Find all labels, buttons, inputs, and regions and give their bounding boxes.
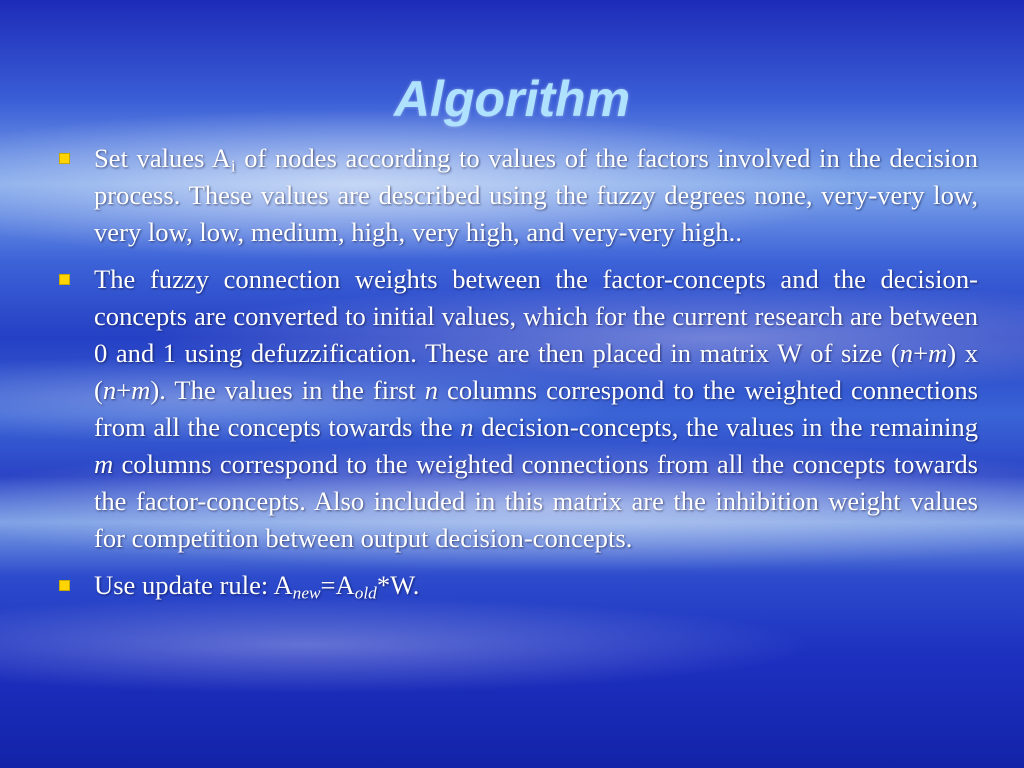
bullet-text: of nodes according to values of the factors involved in the decision process. These values are described using the fuzzy degrees none, very-very low, very low, low, medium, high, very high, and very-very high..: [94, 143, 978, 247]
bullet-text: columns correspond to the weighted connections from all the concepts towards the factor-concepts. Also included in this matrix are the inhibition weight values for competition between output decision-concepts.: [94, 449, 978, 553]
bullet-text: Set values A: [94, 143, 231, 173]
bullet-text: +: [116, 375, 132, 405]
math-variable: n: [102, 375, 117, 405]
bullet-text: =A: [320, 570, 355, 600]
bullet-text: columns correspond to the weighted connections from all the concepts towards the: [94, 375, 978, 442]
square-bullet-icon: [59, 274, 70, 285]
subscript-variable: old: [354, 583, 377, 603]
slide-title: Algorithm: [393, 71, 631, 127]
bullet-text: *W.: [376, 570, 420, 600]
math-variable: n: [424, 375, 439, 405]
bullet-text: The fuzzy connection weights between the factor-concepts and the decision-concepts are converted to initial values, which for the current research are between 0 and 1 using defuzzification. These are then placed in matrix W of size (: [94, 264, 978, 368]
bullet-text: ) x (: [94, 338, 978, 405]
bullet-text: decision-concepts, the values in the remaining: [473, 412, 978, 442]
math-variable: m: [928, 338, 948, 368]
bullet-item: [54, 261, 978, 557]
square-bullet-icon: [59, 153, 70, 164]
bullet-text: Use update rule: A: [94, 570, 293, 600]
math-variable: m: [94, 449, 114, 479]
bullet-list: [54, 140, 978, 614]
subscript: [293, 583, 321, 602]
subscript-variable: new: [292, 583, 321, 603]
math-variable: n: [899, 338, 914, 368]
bullet-item: [54, 567, 978, 604]
bullet-text: ). The values in the first: [150, 375, 425, 405]
subscript: i: [230, 156, 236, 176]
bullet-text: +: [913, 338, 929, 368]
subscript: [355, 583, 377, 602]
square-bullet-icon: [59, 580, 70, 591]
math-variable: n: [460, 412, 474, 442]
bullet-item: [54, 140, 978, 251]
math-variable: m: [131, 375, 151, 405]
